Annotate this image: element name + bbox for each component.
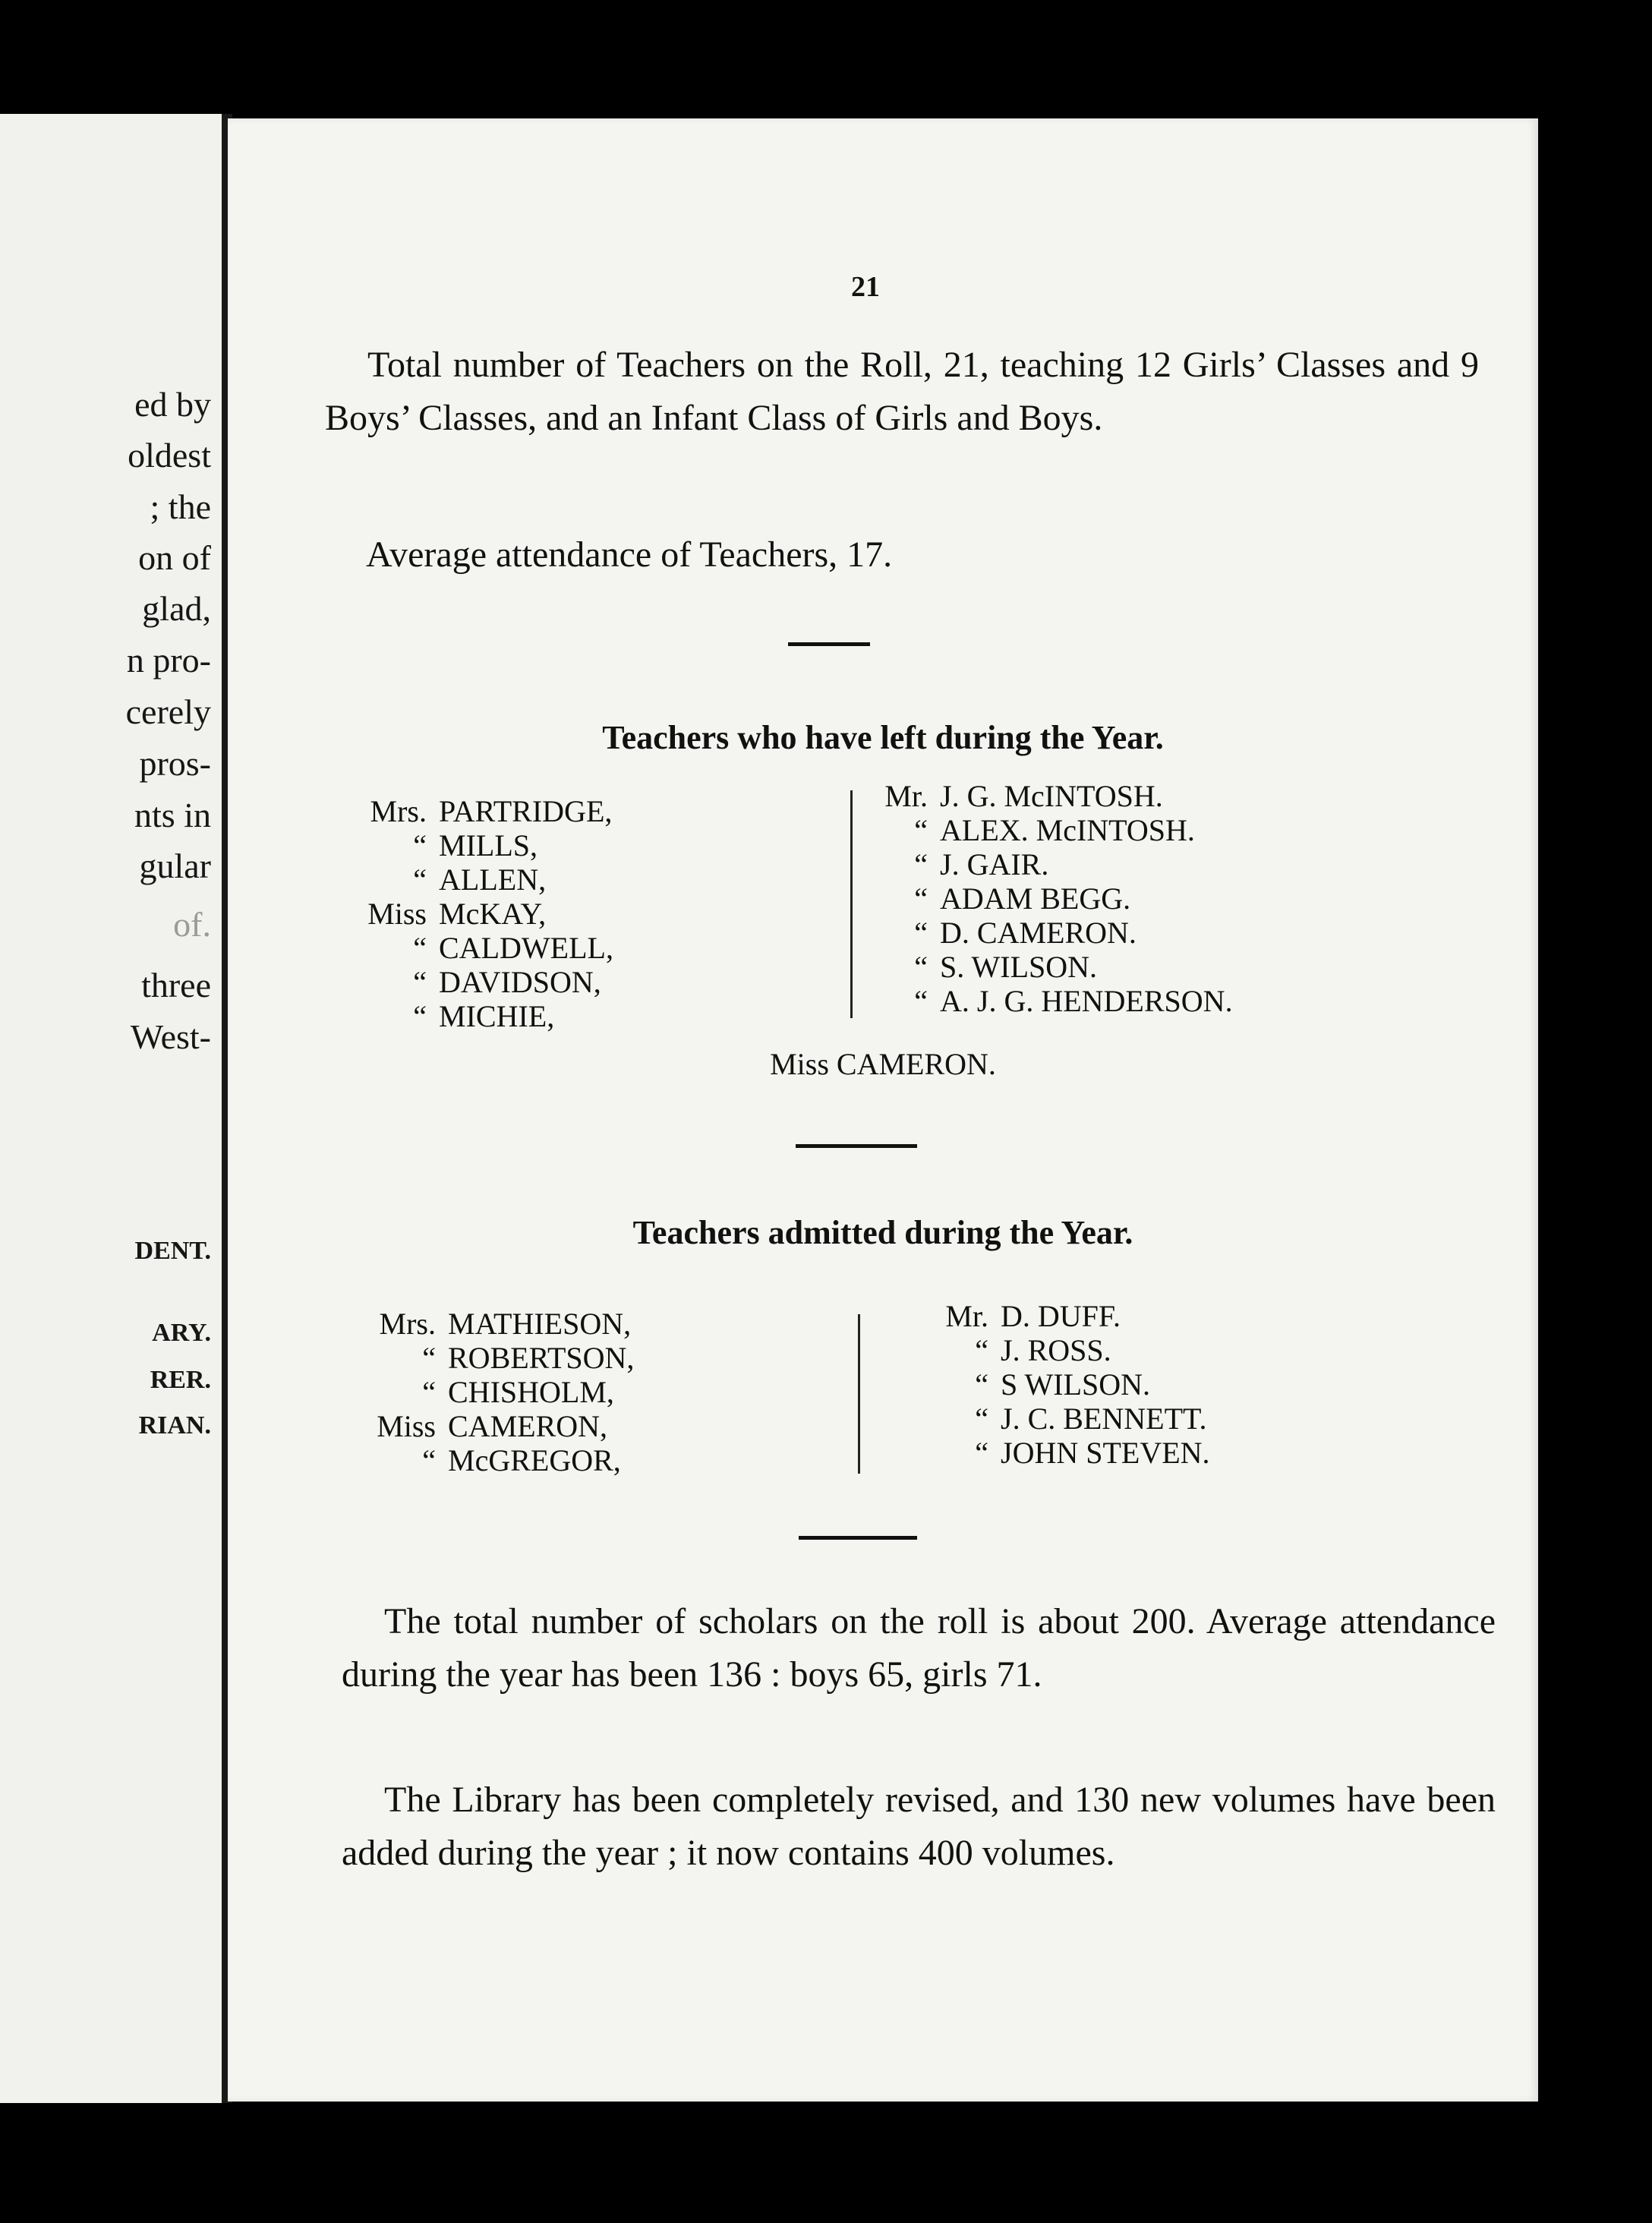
left-text-fragment: gular	[139, 847, 211, 885]
honorific: “	[413, 828, 427, 862]
honorific: “	[413, 862, 427, 897]
honorific: “	[413, 999, 427, 1033]
list-item	[342, 828, 613, 862]
teacher-name: McGREGOR,	[448, 1443, 621, 1477]
departed-footer-name: Miss CAMERON.	[770, 1047, 996, 1081]
honorific: “	[914, 813, 928, 847]
list-item	[903, 1299, 1210, 1333]
teacher-name: A. J. G. HENDERSON.	[940, 984, 1233, 1018]
left-text-fragment: nts in	[134, 796, 211, 834]
list-item	[903, 1436, 1210, 1470]
list-item	[351, 1307, 634, 1341]
honorific: “	[975, 1402, 988, 1436]
left-section-heading: Teachers who have left during the Year.	[602, 719, 1164, 756]
honorific: “	[914, 984, 928, 1018]
list-item	[843, 950, 1233, 984]
list-item	[342, 965, 613, 999]
list-item	[903, 1402, 1210, 1436]
honorific: “	[914, 916, 928, 950]
list-item	[351, 1409, 634, 1443]
teacher-name: S. WILSON.	[940, 950, 1098, 984]
list-item	[843, 813, 1233, 847]
left-label: ARY.	[152, 1319, 211, 1347]
honorific: “	[914, 847, 928, 881]
list-item	[342, 794, 613, 828]
page-number: 21	[851, 271, 880, 303]
teacher-name: J. G. McINTOSH.	[940, 779, 1163, 813]
left-text-fragment: glad,	[142, 589, 211, 628]
honorific: Mrs.	[370, 794, 427, 828]
list-item	[342, 999, 613, 1033]
teacher-name: D. DUFF.	[1001, 1299, 1121, 1333]
list-item	[351, 1375, 634, 1409]
list-item	[903, 1367, 1210, 1402]
honorific: “	[422, 1375, 436, 1409]
list-item	[351, 1443, 634, 1477]
teacher-name: J. ROSS.	[1001, 1333, 1111, 1367]
honorific: Miss	[367, 897, 427, 931]
list-item	[843, 847, 1233, 881]
teacher-name: ADAM BEGG.	[940, 881, 1131, 916]
left-text-fragment: ; the	[150, 487, 211, 526]
document-page	[228, 118, 1538, 2102]
honorific: Mr.	[945, 1299, 988, 1333]
left-text-fragment: ed by	[134, 385, 211, 424]
list-item	[843, 984, 1233, 1018]
teacher-name: ALLEN,	[439, 862, 547, 897]
teacher-name: J. C. BENNETT.	[1001, 1402, 1207, 1436]
column-separator	[858, 1314, 860, 1474]
teacher-name: DAVIDSON,	[439, 965, 601, 999]
list-item	[351, 1341, 634, 1375]
list-item	[342, 862, 613, 897]
teacher-name: PARTRIDGE,	[439, 794, 613, 828]
list-item	[903, 1333, 1210, 1367]
teacher-name: ROBERTSON,	[448, 1341, 635, 1375]
left-text-fragment: three	[141, 966, 211, 1004]
teacher-name: S WILSON.	[1001, 1367, 1151, 1402]
left-text-fragment: oldest	[128, 436, 211, 475]
scholars-paragraph: The total number of scholars on the roll is about 200. Average attendance during the year has been 136 : boys 65, girls 71.	[342, 1601, 1496, 1695]
section-divider	[788, 642, 870, 646]
honorific: “	[413, 931, 427, 965]
left-text-fragment: West-	[130, 1017, 211, 1056]
left-text-fragment: cerely	[125, 692, 211, 731]
teacher-name: J. GAIR.	[940, 847, 1049, 881]
departed-ladies-list	[342, 794, 613, 1033]
teacher-name: CALDWELL,	[439, 931, 613, 965]
admitted-gentlemen-list	[903, 1299, 1210, 1470]
left-label: DENT.	[134, 1237, 211, 1265]
list-item	[843, 779, 1233, 813]
honorific: “	[975, 1333, 988, 1367]
list-item	[342, 931, 613, 965]
list-item	[843, 881, 1233, 916]
honorific: “	[914, 950, 928, 984]
teacher-name: JOHN STEVEN.	[1001, 1436, 1210, 1470]
departed-gentlemen-list	[843, 779, 1233, 1018]
teacher-name: D. CAMERON.	[940, 916, 1137, 950]
left-label: RER.	[150, 1366, 211, 1394]
teachers-attendance-paragraph: Average attendance of Teachers, 17.	[366, 534, 893, 575]
teacher-name: MATHIESON,	[448, 1307, 632, 1341]
honorific: “	[975, 1436, 988, 1470]
list-item	[843, 916, 1233, 950]
admitted-ladies-list	[351, 1307, 634, 1477]
honorific: Mrs.	[379, 1307, 436, 1341]
list-item	[342, 897, 613, 931]
section-divider	[796, 1144, 917, 1148]
teacher-name: MILLS,	[439, 828, 538, 862]
facing-page	[0, 114, 222, 2103]
teacher-name: ALEX. McINTOSH.	[940, 813, 1195, 847]
left-text-fragment: of.	[173, 905, 211, 944]
honorific: “	[975, 1367, 988, 1402]
honorific: “	[413, 965, 427, 999]
library-paragraph: The Library has been completely revised, and 130 new volumes have been added during the year ; it now contains 400 volumes.	[342, 1780, 1496, 1873]
honorific: Miss	[377, 1409, 436, 1443]
left-text-fragment: on of	[138, 538, 211, 577]
honorific: “	[422, 1443, 436, 1477]
teacher-name: CAMERON,	[448, 1409, 608, 1443]
admitted-section-heading: Teachers admitted during the Year.	[632, 1214, 1133, 1251]
teacher-name: CHISHOLM,	[448, 1375, 614, 1409]
honorific: “	[422, 1341, 436, 1375]
teachers-total-paragraph: Total number of Teachers on the Roll, 21, teaching 12 Girls’ Classes and 9 Boys’ Classes, and an Infant Class of Girls and Boys.	[325, 345, 1479, 438]
honorific: “	[914, 881, 928, 916]
section-divider	[799, 1536, 917, 1540]
teacher-name: MICHIE,	[439, 999, 555, 1033]
left-text-fragment: n pro-	[126, 641, 211, 680]
honorific: Mr.	[884, 779, 928, 813]
teacher-name: McKAY,	[439, 897, 547, 931]
left-text-fragment: pros-	[139, 744, 211, 783]
left-label: RIAN.	[138, 1411, 211, 1439]
